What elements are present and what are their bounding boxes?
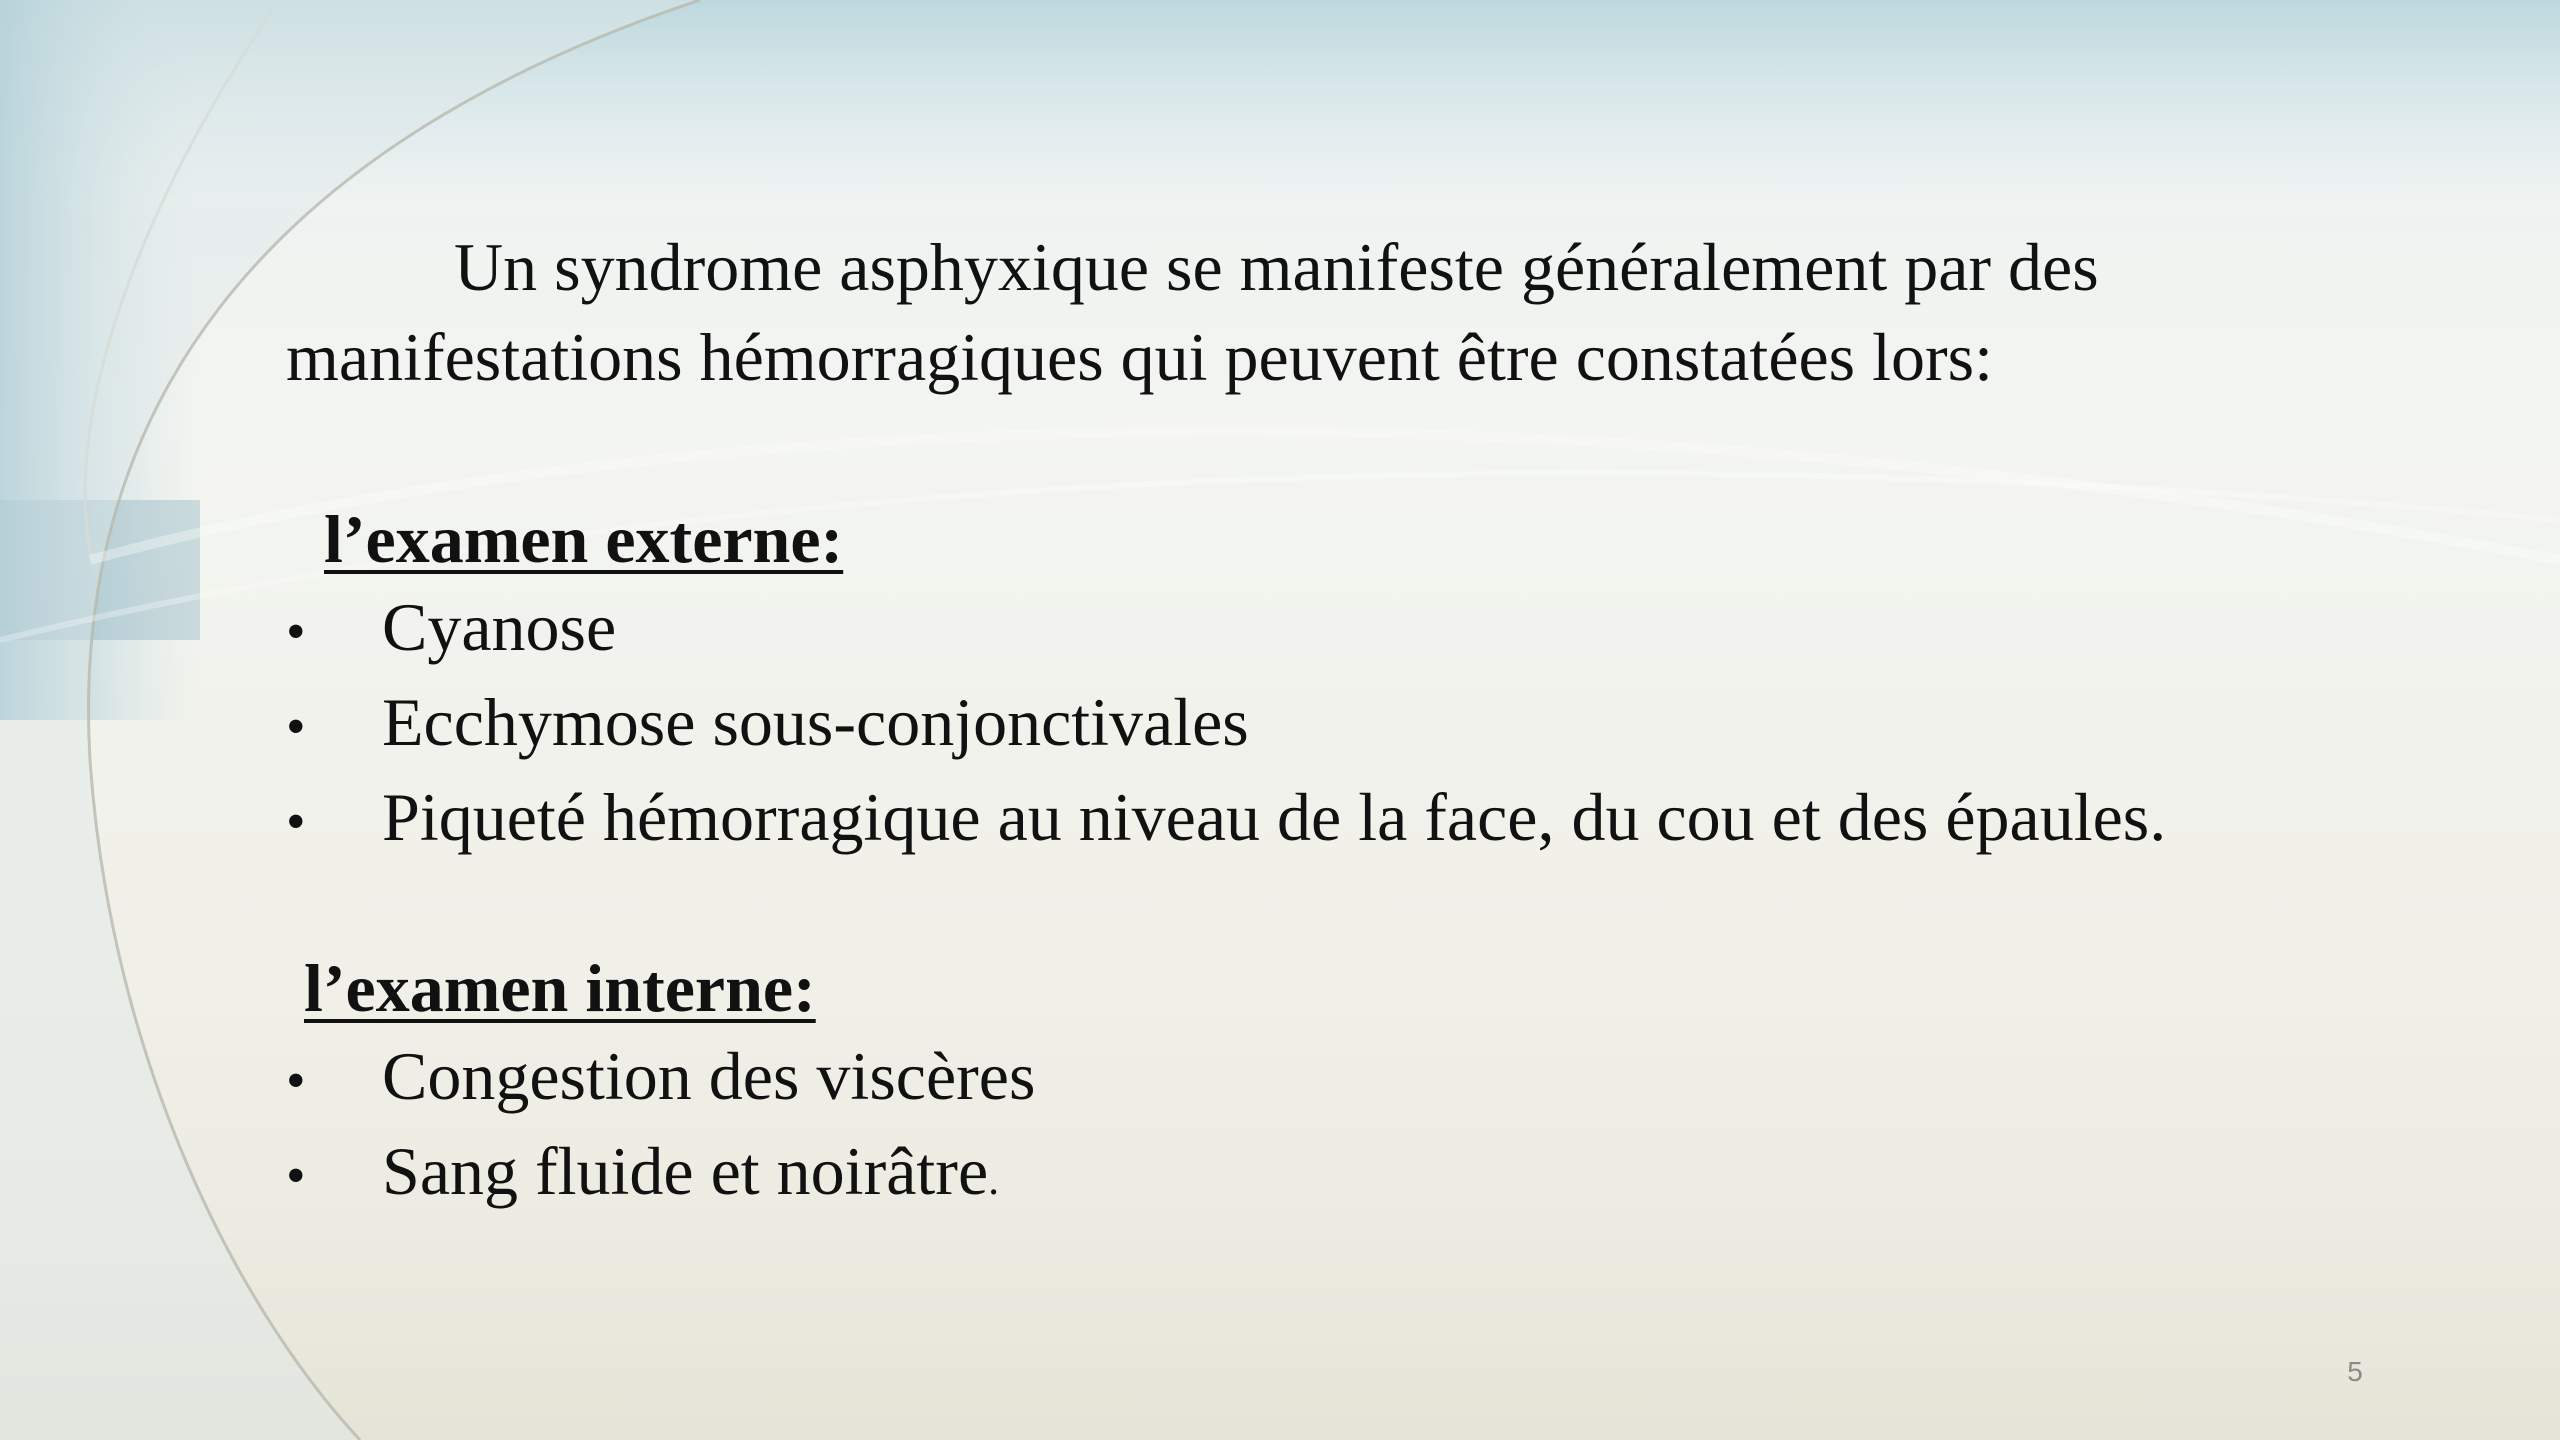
intro-line-1: Un syndrome asphyxique se manifeste généralement par des (454, 229, 2099, 305)
list-item (286, 1031, 1035, 1126)
bullet-icon: • (286, 601, 306, 663)
intro-line-2: manifestations hémorragiques qui peuvent être constatées lors: (286, 319, 1994, 395)
list-item (286, 582, 2166, 677)
list-item-trailing-period: . (988, 1155, 1000, 1204)
bullet-icon: • (286, 1050, 306, 1112)
intro-paragraph (286, 222, 2346, 402)
bullet-list-examen-externe (286, 582, 2166, 867)
bullet-icon: • (286, 696, 306, 758)
bullet-list-examen-interne (286, 1031, 1035, 1225)
bullet-icon: • (286, 791, 306, 853)
page-number: 5 (2347, 1356, 2363, 1387)
section-title-examen-interne: l’examen interne: (304, 950, 816, 1026)
list-item-text: Sang fluide et noirâtre (382, 1133, 989, 1209)
list-item-text: Piqueté hémorragique au niveau de la face, du cou et des épaules. (382, 779, 2167, 855)
list-item-text: Ecchymose sous-conjonctivales (382, 684, 1249, 760)
list-item (286, 1126, 1035, 1225)
list-item (286, 772, 2166, 867)
list-item (286, 677, 2166, 772)
list-item-text: Congestion des viscères (382, 1038, 1036, 1114)
list-item-text: Cyanose (382, 589, 617, 665)
section-title-examen-externe: l’examen externe: (324, 501, 844, 577)
bullet-icon: • (286, 1145, 306, 1207)
